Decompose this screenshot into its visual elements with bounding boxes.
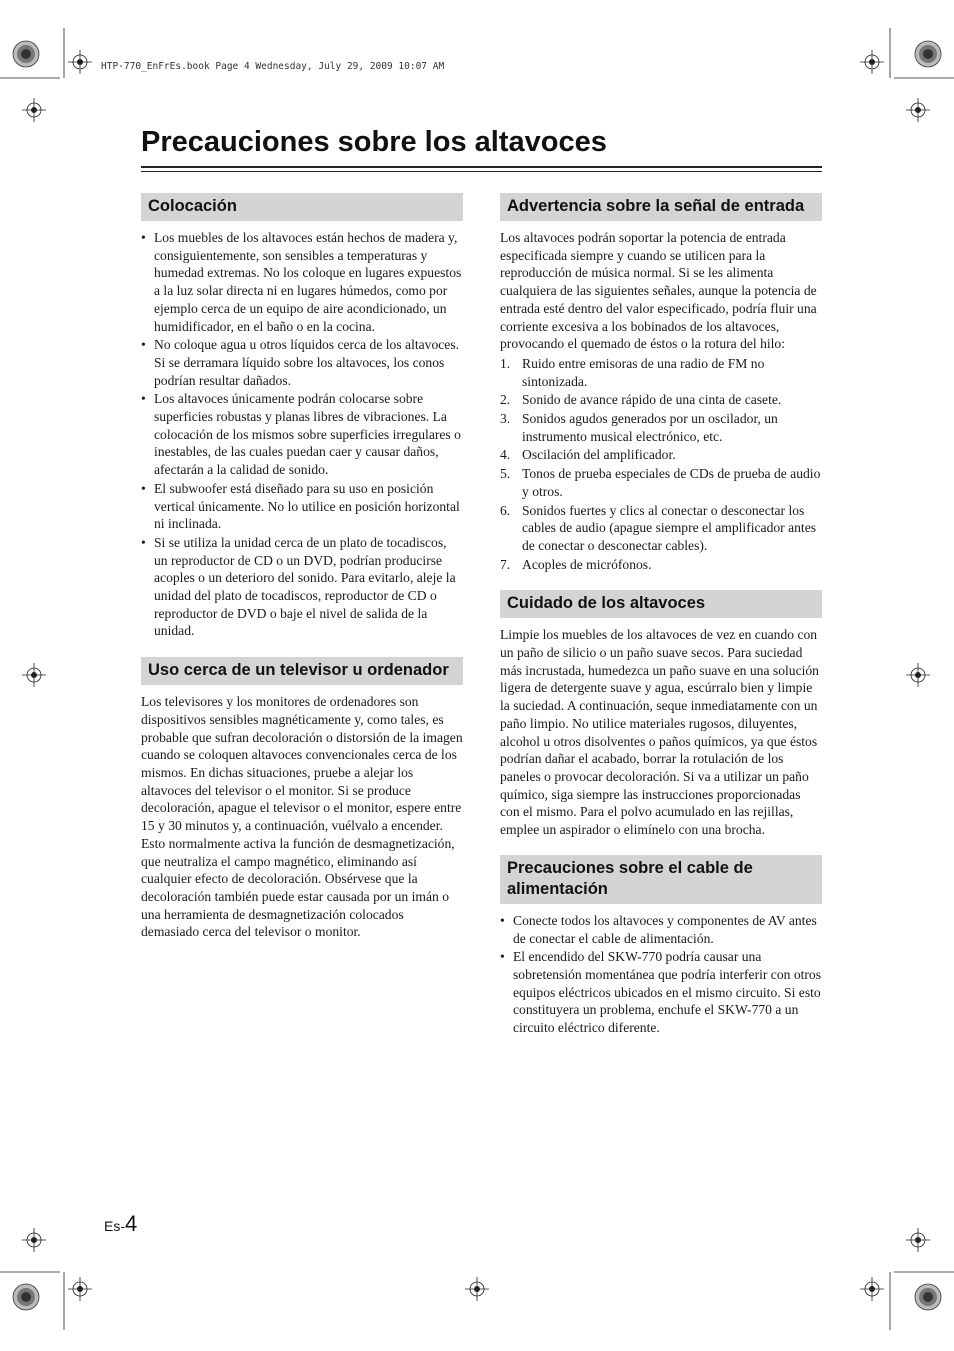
- item-text: Tonos de prueba especiales de CDs de prueba de audio y otros.: [522, 466, 821, 499]
- item-number: 6.: [500, 502, 511, 518]
- section-power: [500, 855, 822, 1037]
- placement-list: [141, 229, 463, 640]
- list-item: • El encendido del SKW-770 podría causar una sobretensión momentánea que podría interferir con otros equipos eléctricos ubicados en el mismo circuito. Si esto constituyera un problema, enchufe el SKW-770 a un circuito eléctrico diferente.: [500, 948, 822, 1037]
- section-tv: [141, 657, 463, 941]
- list-item: [500, 502, 822, 555]
- item-text: Sonidos agudos generados por un oscilador, un instrumento musical electrónico, etc.: [522, 411, 778, 444]
- item-text: Sonido de avance rápido de una cinta de casete.: [522, 392, 782, 408]
- signal-intro: Los altavoces podrán soportar la potencia de entrada especificada siempre y cuando se utilicen para la reproducción de música normal. Si se les alimenta cualquiera de las siguientes señales, aunque la potencia de entrada esté dentro del valor especificado, podría fluir una corriente excesiva a los bobinados de los altavoces, provocando el quemado de éstos o la rotura del hilo:: [500, 230, 817, 352]
- section-placement: [141, 193, 463, 640]
- list-item: • El subwoofer está diseñado para su uso en posición vertical únicamente. No lo utilice en posición horizontal ni inclinada.: [141, 480, 463, 533]
- title-rule: [141, 166, 822, 168]
- page-title: Precauciones sobre los altavoces: [141, 126, 607, 158]
- list-item: [500, 410, 822, 445]
- right-column: [500, 193, 822, 1038]
- item-number: 1.: [500, 355, 511, 371]
- section-care: [500, 590, 822, 838]
- item-text: Acoples de micrófonos.: [522, 556, 652, 572]
- list-item: • No coloque agua u otros líquidos cerca de los altavoces. Si se derramara líquido sobre los altavoces, los conos podrían resultar dañados.: [141, 336, 463, 389]
- list-item: [500, 556, 822, 574]
- left-column: [141, 193, 463, 941]
- page-number: [104, 1211, 137, 1237]
- list-item: • Los muebles de los altavoces están hechos de madera y, consiguientemente, son sensibles a temperaturas y humedad extremas. No los coloque en lugares expuestos a la luz solar directa ni en lugares húmedos, como por ejemplo cerca de un equipo de aire acondicionado, un humidificador, en el baño o en la cocina.: [141, 229, 463, 335]
- list-item: • Si se utiliza la unidad cerca de un plato de tocadiscos, un reproductor de CD o un DVD, podrían producirse acoples o un deterioro del sonido. Para evitarlo, aleje la unidad del plato de tocadiscos, reproductor de CD o reproductor de DVD o baje el nivel de salida de la unidad.: [141, 534, 463, 640]
- section-heading-power: Precauciones sobre el cable de alimentación: [500, 855, 822, 904]
- print-header: HTP-770_EnFrEs.book Page 4 Wednesday, July 29, 2009 10:07 AM: [101, 61, 445, 72]
- page-number-prefix: Es-: [104, 1218, 125, 1234]
- power-list: [500, 912, 822, 1037]
- tv-paragraph: Los televisores y los monitores de ordenadores son dispositivos sensibles magnéticamente y, como tales, es probable que sufran decoloración o distorsión de la imagen cuando se coloquen altavoces convencionales cerca de los mismos. En dichas situaciones, pruebe a alejar los altavoces del televisor o el monitor. Si se produce decoloración, apague el televisor o el monitor, espere entre 15 y 30 minutos y, a continuación, vuélvalo a encender. Esto normalmente activa la función de desmagnetización, que neutraliza el campo magnético, eliminando así cualquier efecto de decoloración. Obsérvese que la decoloración también puede estar causada por un imán o una herramienta de desmagnetización colocados demasiado cerca del televisor o monitor.: [141, 694, 463, 940]
- list-item: [500, 355, 822, 390]
- section-heading-care: Cuidado de los altavoces: [500, 590, 822, 618]
- care-paragraph: Limpie los muebles de los altavoces de vez en cuando con un paño de silicio o un paño suave secos. Para suciedad más incrustada, humedezca un paño suave en una solución ligera de detergente suave y agua, escúrralo bien y limpie la suciedad. A continuación, seque inmediatamente con un paño limpio. No utilice materiales rugosos, diluyentes, alcohol u otros disolventes o paños químicos, ya que éstos podrían dañar el acabado, borrar la rotulación de los paneles o provocar decoloración. Si va a utilizar un paño químico, siga siempre las instrucciones proporcionadas con el mismo. Para el polvo acumulado en las rejillas, emplee un aspirador o elimínelo con una brocha.: [500, 627, 819, 838]
- item-number: 4.: [500, 447, 511, 463]
- page-number-value: 4: [125, 1211, 138, 1236]
- section-heading-placement: Colocación: [141, 193, 463, 221]
- item-number: 7.: [500, 556, 511, 572]
- item-text: Oscilación del amplificador.: [522, 447, 676, 463]
- list-item: [500, 465, 822, 500]
- item-number: 3.: [500, 411, 511, 427]
- item-text: Sonidos fuertes y clics al conectar o desconectar los cables de audio (apague siempre el amplificador antes de conectar o desconectar cables).: [522, 502, 817, 553]
- section-heading-tv: Uso cerca de un televisor u ordenador: [141, 657, 463, 685]
- title-rule-thin: [141, 171, 822, 172]
- item-number: 2.: [500, 392, 511, 408]
- list-item: [500, 391, 822, 409]
- signal-list: [500, 355, 822, 573]
- section-heading-signal: Advertencia sobre la señal de entrada: [500, 193, 822, 221]
- item-text: Ruido entre emisoras de una radio de FM no sintonizada.: [522, 355, 765, 389]
- list-item: • Los altavoces únicamente podrán colocarse sobre superficies robustas y planas libres de vibraciones. La colocación de los mismos sobre superficies irregulares o inestables, de las cuales puedan caer y causar daños, afectarán a la calidad de sonido.: [141, 390, 463, 479]
- list-item: [500, 446, 822, 464]
- item-number: 5.: [500, 466, 511, 482]
- section-signal: [500, 193, 822, 573]
- list-item: • Conecte todos los altavoces y componentes de AV antes de conectar el cable de alimentación.: [500, 912, 822, 947]
